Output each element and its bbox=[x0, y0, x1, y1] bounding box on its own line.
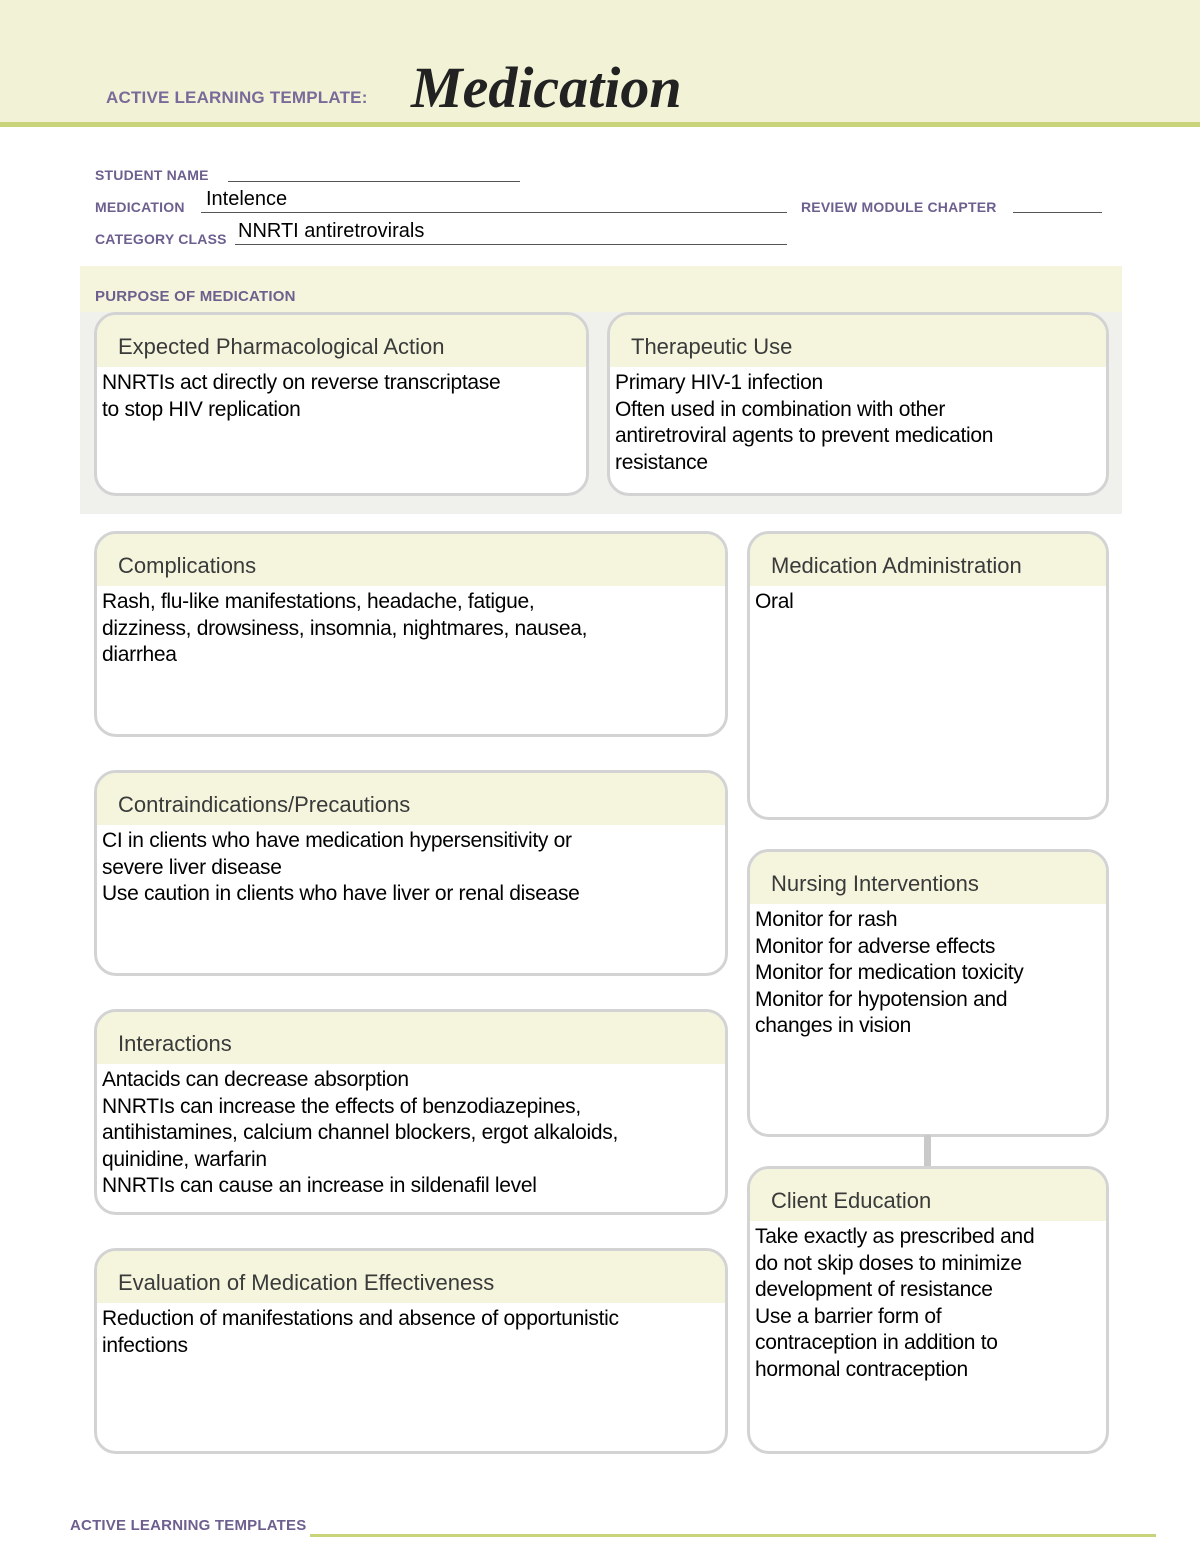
text-line: changes in vision bbox=[755, 1014, 911, 1037]
category-class-line bbox=[235, 244, 787, 245]
expected-action-body[interactable] bbox=[97, 367, 586, 423]
text-line: Use a barrier form of bbox=[755, 1304, 942, 1328]
text-line: Rash, flu-like manifestations, headache, fatigue, bbox=[102, 590, 535, 613]
expected-action-box bbox=[94, 312, 589, 496]
header-rule bbox=[0, 122, 1200, 127]
text-line: Antacids can decrease absorption bbox=[102, 1068, 409, 1091]
contraindications-title: Contraindications/Precautions bbox=[97, 773, 725, 825]
student-name-label: STUDENT NAME bbox=[95, 167, 209, 183]
complications-box bbox=[94, 531, 728, 737]
evaluation-body[interactable] bbox=[97, 1303, 725, 1359]
footer-rule bbox=[310, 1534, 1156, 1537]
text-line: Primary HIV-1 infection bbox=[615, 371, 823, 394]
student-name-line bbox=[228, 181, 520, 182]
complications-title: Complications bbox=[97, 534, 725, 586]
administration-box bbox=[747, 531, 1109, 820]
text-line: Monitor for rash bbox=[755, 908, 898, 931]
therapeutic-use-box bbox=[607, 312, 1109, 496]
text-line: Monitor for adverse effects bbox=[755, 934, 996, 958]
nursing-box bbox=[747, 849, 1109, 1137]
contraindications-body[interactable] bbox=[97, 825, 725, 908]
therapeutic-use-title: Therapeutic Use bbox=[610, 315, 1106, 367]
text-line: CI in clients who have medication hypersensitivity or bbox=[102, 829, 572, 852]
text-line: NNRTIs can increase the effects of benzodiazepines, bbox=[102, 1094, 581, 1118]
text-line: do not skip doses to minimize bbox=[755, 1251, 1022, 1275]
text-line: contraception in addition to bbox=[755, 1331, 998, 1354]
administration-title: Medication Administration bbox=[750, 534, 1106, 586]
client-education-box bbox=[747, 1166, 1109, 1454]
evaluation-title: Evaluation of Medication Effectiveness bbox=[97, 1251, 725, 1303]
text-line: Reduction of manifestations and absence of opportunistic bbox=[102, 1307, 619, 1330]
text-line: Take exactly as prescribed and bbox=[755, 1225, 1035, 1248]
text-line: antihistamines, calcium channel blockers, ergot alkaloids, bbox=[102, 1121, 619, 1144]
text-line: Monitor for hypotension and bbox=[755, 987, 1008, 1011]
text-line: Monitor for medication toxicity bbox=[755, 961, 1024, 984]
interactions-body[interactable] bbox=[97, 1064, 725, 1200]
administration-body[interactable] bbox=[750, 586, 1106, 616]
expected-action-title: Expected Pharmacological Action bbox=[97, 315, 586, 367]
text-line: Often used in combination with other bbox=[615, 397, 946, 421]
text-line: severe liver disease bbox=[102, 855, 282, 879]
text-line: infections bbox=[102, 1333, 188, 1357]
nursing-title: Nursing Interventions bbox=[750, 852, 1106, 904]
template-title: Medication bbox=[411, 55, 682, 120]
box-connector bbox=[924, 1135, 931, 1169]
footer-label: ACTIVE LEARNING TEMPLATES bbox=[70, 1517, 307, 1534]
text-line: NNRTIs can cause an increase in sildenafil level bbox=[102, 1174, 537, 1197]
review-module-label: REVIEW MODULE CHAPTER bbox=[801, 199, 997, 215]
interactions-box bbox=[94, 1009, 728, 1215]
category-class-label: CATEGORY CLASS bbox=[95, 231, 227, 247]
text-line: diarrhea bbox=[102, 643, 177, 666]
text-line: Use caution in clients who have liver or renal disease bbox=[102, 882, 580, 905]
text-line: dizziness, drowsiness, insomnia, nightmares, nausea, bbox=[102, 616, 588, 640]
text-line: Oral bbox=[755, 590, 794, 613]
text-line: to stop HIV replication bbox=[102, 397, 301, 421]
text-line: hormonal contraception bbox=[755, 1357, 968, 1381]
text-line: antiretroviral agents to prevent medication bbox=[615, 424, 994, 447]
medication-line bbox=[201, 212, 787, 213]
category-class-field[interactable]: NNRTI antiretrovirals bbox=[238, 220, 425, 242]
therapeutic-use-body[interactable] bbox=[610, 367, 1106, 476]
review-module-line bbox=[1013, 212, 1102, 213]
evaluation-box bbox=[94, 1248, 728, 1454]
text-line: development of resistance bbox=[755, 1278, 993, 1301]
complications-body[interactable] bbox=[97, 586, 725, 669]
text-line: resistance bbox=[615, 450, 708, 474]
contraindications-box bbox=[94, 770, 728, 976]
client-education-title: Client Education bbox=[750, 1169, 1106, 1221]
medication-label: MEDICATION bbox=[95, 199, 185, 215]
client-education-body[interactable] bbox=[750, 1221, 1106, 1383]
purpose-label: PURPOSE OF MEDICATION bbox=[95, 288, 296, 305]
text-line: NNRTIs act directly on reverse transcriptase bbox=[102, 371, 501, 394]
interactions-title: Interactions bbox=[97, 1012, 725, 1064]
medication-field[interactable]: Intelence bbox=[206, 188, 288, 210]
nursing-body[interactable] bbox=[750, 904, 1106, 1040]
template-label: ACTIVE LEARNING TEMPLATE: bbox=[106, 88, 368, 107]
text-line: quinidine, warfarin bbox=[102, 1147, 267, 1171]
